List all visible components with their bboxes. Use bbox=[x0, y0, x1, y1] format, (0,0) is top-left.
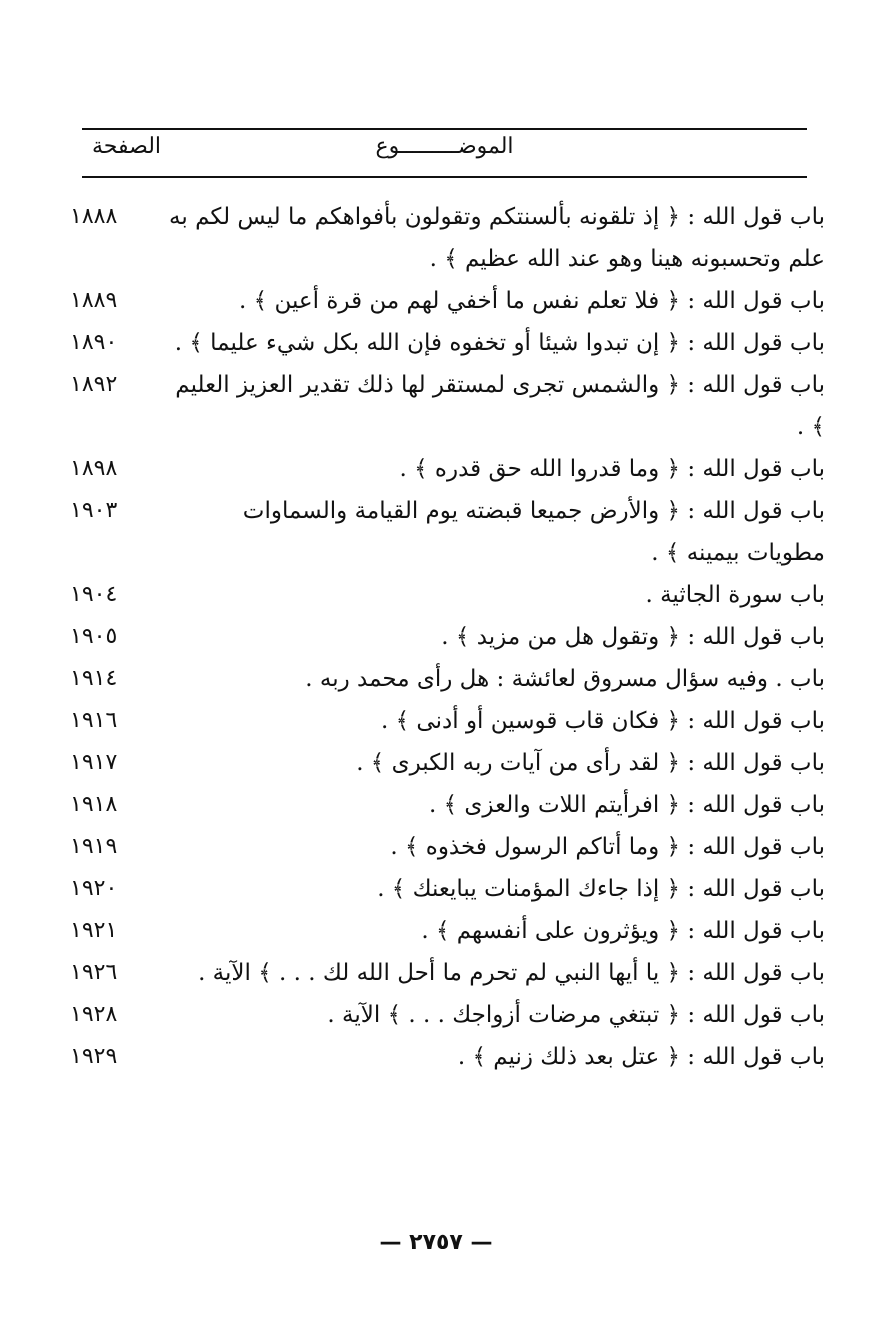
entry-title: باب قول الله : ﴿ إذ تلقونه بألسنتكم وتقولون بأفواهكم ما ليس لكم به علم وتحسبونه هينا وهو عند الله عظيم ﴾ . bbox=[169, 204, 825, 272]
entry-title: باب . وفيه سؤال مسروق لعائشة : هل رأى محمد ربه . bbox=[305, 666, 825, 692]
index-entry bbox=[70, 1036, 825, 1078]
entry-page-number: ١٨٩٠ bbox=[70, 330, 118, 355]
entry-title: باب قول الله : ﴿ إن تبدوا شيئا أو تخفوه فإن الله بكل شيء عليما ﴾ . bbox=[174, 330, 825, 356]
index-entry bbox=[70, 490, 825, 574]
entry-page-number: ١٩٠٣ bbox=[70, 498, 118, 523]
entry-title: باب سورة الجاثية . bbox=[645, 582, 825, 608]
header-topic-label: الموضـــــــــوع bbox=[375, 134, 514, 159]
index-entry bbox=[70, 700, 825, 742]
entry-title: باب قول الله : ﴿ لقد رأى من آيات ربه الكبرى ﴾ . bbox=[356, 750, 825, 776]
entry-page-number: ١٩١٨ bbox=[70, 792, 118, 817]
entry-page-number: ١٩١٩ bbox=[70, 834, 118, 859]
entry-title: باب قول الله : ﴿ إذا جاءك المؤمنات يبايعنك ﴾ . bbox=[377, 876, 825, 902]
entry-title: باب قول الله : ﴿ عتل بعد ذلك زنيم ﴾ . bbox=[457, 1044, 825, 1070]
entry-page-number: ١٩٢٩ bbox=[70, 1044, 118, 1069]
table-header bbox=[82, 128, 807, 178]
index-entry bbox=[70, 742, 825, 784]
entry-page-number: ١٩٢٨ bbox=[70, 1002, 118, 1027]
entry-page-number: ١٩٢١ bbox=[70, 918, 118, 943]
entry-title: باب قول الله : ﴿ تبتغي مرضات أزواجك . . . ﴾ الآية . bbox=[327, 1002, 825, 1028]
index-entry bbox=[70, 280, 825, 322]
entry-page-number: ١٨٨٨ bbox=[70, 204, 118, 229]
entry-page-number: ١٩١٧ bbox=[70, 750, 118, 775]
entry-title: باب قول الله : ﴿ فلا تعلم نفس ما أخفي لهم من قرة أعين ﴾ . bbox=[239, 288, 825, 314]
index-entries bbox=[70, 196, 825, 1078]
index-entry bbox=[70, 658, 825, 700]
entry-title: باب قول الله : ﴿ والأرض جميعا قبضته يوم القيامة والسماوات مطويات بيمينه ﴾ . bbox=[242, 498, 825, 566]
index-entry bbox=[70, 910, 825, 952]
index-entry bbox=[70, 952, 825, 994]
entry-page-number: ١٨٩٢ bbox=[70, 372, 118, 397]
entry-title: باب قول الله : ﴿ فكان قاب قوسين أو أدنى ﴾ . bbox=[381, 708, 825, 734]
header-page-label: الصفحة bbox=[92, 134, 162, 159]
index-entry bbox=[70, 616, 825, 658]
entry-page-number: ١٩١٤ bbox=[70, 666, 118, 691]
entry-title: باب قول الله : ﴿ والشمس تجرى لمستقر لها ذلك تقدير العزيز العليم ﴾ . bbox=[175, 372, 825, 440]
entry-page-number: ١٩٢٠ bbox=[70, 876, 118, 901]
index-entry bbox=[70, 364, 825, 448]
entry-title: باب قول الله : ﴿ ويؤثرون على أنفسهم ﴾ . bbox=[421, 918, 825, 944]
index-entry bbox=[70, 826, 825, 868]
index-entry bbox=[70, 322, 825, 364]
index-entry bbox=[70, 784, 825, 826]
entry-title: باب قول الله : ﴿ افرأيتم اللات والعزى ﴾ . bbox=[429, 792, 825, 818]
entry-page-number: ١٨٨٩ bbox=[70, 288, 118, 313]
index-entry bbox=[70, 196, 825, 280]
entry-page-number: ١٩٢٦ bbox=[70, 960, 118, 985]
entry-page-number: ١٩١٦ bbox=[70, 708, 118, 733]
page-number: — ٢٧٥٧ — bbox=[379, 1230, 493, 1255]
index-entry bbox=[70, 448, 825, 490]
entry-page-number: ١٩٠٤ bbox=[70, 582, 118, 607]
entry-page-number: ١٨٩٨ bbox=[70, 456, 118, 481]
index-entry bbox=[70, 868, 825, 910]
entry-page-number: ١٩٠٥ bbox=[70, 624, 118, 649]
entry-title: باب قول الله : ﴿ يا أيها النبي لم تحرم ما أحل الله لك . . . ﴾ الآية . bbox=[198, 960, 825, 986]
index-entry bbox=[70, 574, 825, 616]
entry-title: باب قول الله : ﴿ وما أتاكم الرسول فخذوه ﴾ . bbox=[390, 834, 825, 860]
entry-title: باب قول الله : ﴿ وما قدروا الله حق قدره ﴾ . bbox=[399, 456, 825, 482]
index-entry bbox=[70, 994, 825, 1036]
entry-title: باب قول الله : ﴿ وتقول هل من مزيد ﴾ . bbox=[441, 624, 825, 650]
